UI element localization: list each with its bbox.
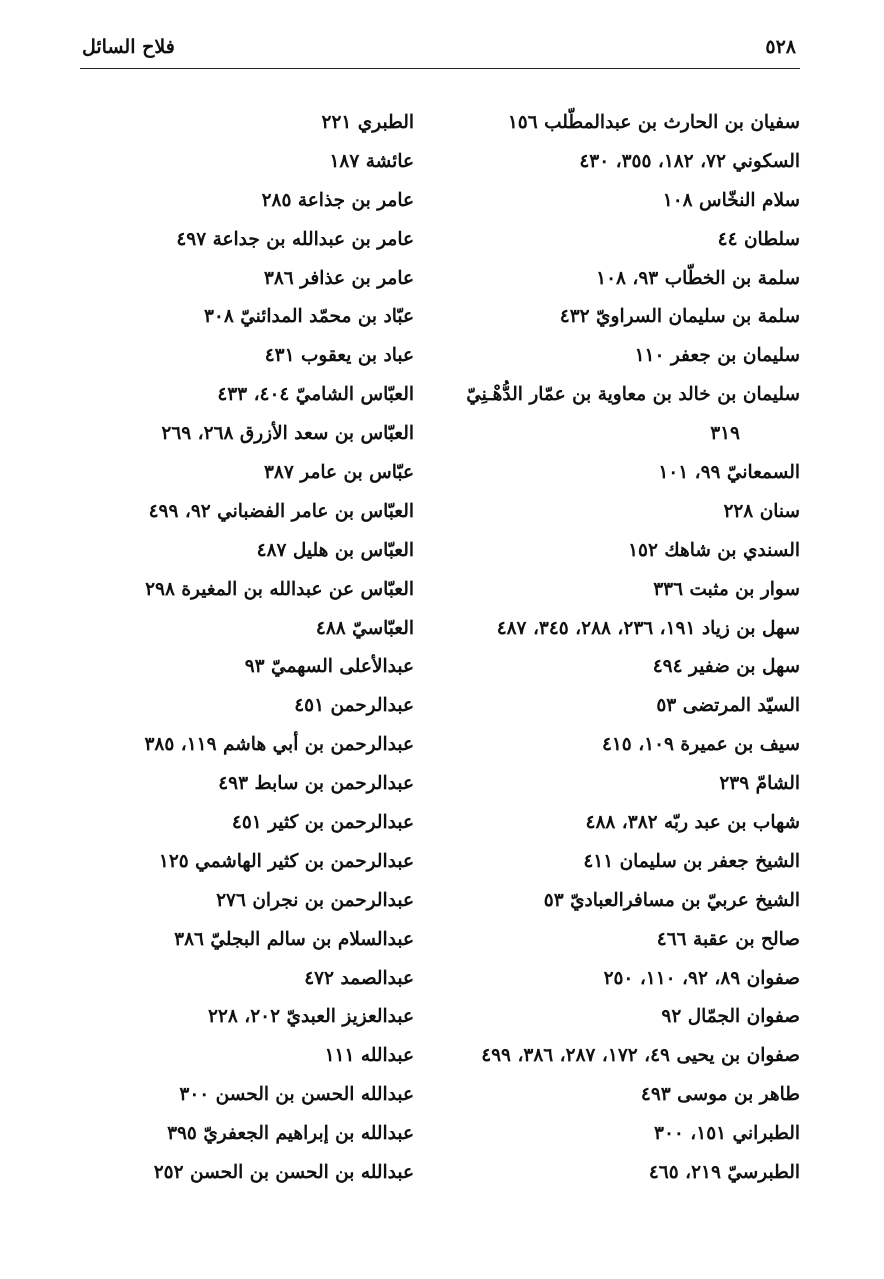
index-entry: طاهر بن موسى ٤٩٣ bbox=[640, 1084, 800, 1106]
index-entry: عبدالرحمن بن نجران ٢٧٦ bbox=[216, 889, 414, 911]
page-number: ٥٢٨ bbox=[765, 36, 796, 58]
index-entry: صفوان بن يحيى ٤٩، ١٧٢، ٢٨٧، ٣٨٦، ٤٩٩ bbox=[481, 1045, 800, 1067]
index-entry: عباد بن يعقوب ٤٣١ bbox=[264, 345, 414, 367]
index-entry: سهل بن ضفير ٤٩٤ bbox=[652, 656, 800, 678]
index-entry: عبدالله الحسن بن الحسن ٣٠٠ bbox=[179, 1084, 414, 1106]
index-entry: عبدالأعلى السهميّ ٩٣ bbox=[244, 656, 414, 678]
index-entry: عبدالصمد ٤٧٢ bbox=[304, 967, 414, 989]
index-entry: عامر بن جذاعة ٢٨٥ bbox=[261, 189, 414, 211]
index-entry: عامر بن عذافر ٣٨٦ bbox=[263, 267, 414, 289]
index-entry: عبدالسلام بن سالم البجليّ ٣٨٦ bbox=[174, 928, 414, 950]
index-entry: الشيخ جعفر بن سليمان ٤١١ bbox=[583, 850, 800, 872]
index-entry: صالح بن عقبة ٤٦٦ bbox=[656, 928, 800, 950]
index-entry: عامر بن عبدالله بن جداعة ٤٩٧ bbox=[176, 228, 414, 250]
index-entry: عبدالرحمن ٤٥١ bbox=[294, 695, 414, 717]
index-entry: سلطان ٤٤ bbox=[717, 228, 800, 250]
index-entry: السكوني ٧٢، ١٨٢، ٣٥٥، ٤٣٠ bbox=[579, 150, 800, 172]
running-header bbox=[80, 34, 800, 69]
index-entry: عبدالله بن إبراهيم الجعفريّ ٣٩٥ bbox=[167, 1123, 414, 1145]
index-entry-continuation: ٣١٩ bbox=[710, 423, 740, 445]
index-entry: السندي بن شاهك ١٥٢ bbox=[628, 539, 800, 561]
index-entry: السيّد المرتضى ٥٣ bbox=[656, 695, 800, 717]
index-column-left bbox=[84, 106, 414, 1195]
index-column-right bbox=[460, 106, 800, 1195]
index-entry: شهاب بن عبد ربّه ٣٨٢، ٤٨٨ bbox=[585, 812, 800, 834]
index-entry: سهل بن زياد ١٩١، ٢٣٦، ٢٨٨، ٣٤٥، ٤٨٧ bbox=[496, 617, 800, 639]
index-entry: صفوان الجمّال ٩٢ bbox=[661, 1006, 800, 1028]
index-entry: عبدالرحمن بن كثير ٤٥١ bbox=[231, 812, 414, 834]
index-entry: عبدالرحمن بن سابط ٤٩٣ bbox=[218, 773, 414, 795]
index-entry: الطبري ٢٢١ bbox=[321, 112, 414, 133]
index-entry: عبدالرحمن بن كثير الهاشمي ١٢٥ bbox=[158, 850, 414, 872]
index-entry: العبّاس بن هليل ٤٨٧ bbox=[256, 539, 414, 561]
index-entry: العبّاسيّ ٤٨٨ bbox=[315, 617, 414, 639]
index-entry: العبّاس بن سعد الأزرق ٢٦٨، ٢٦٩ bbox=[161, 423, 414, 445]
index-entry: سليمان بن خالد بن معاوية بن عمّار الدُّهْـنِيّ bbox=[466, 384, 800, 406]
index-entry: عائشة ١٨٧ bbox=[329, 150, 414, 172]
index-entry: سوار بن مثبت ٣٣٦ bbox=[653, 578, 800, 600]
index-entry: عبدالله ١١١ bbox=[324, 1045, 414, 1067]
index-entry: الطبرسيّ ٢١٩، ٤٦٥ bbox=[648, 1162, 800, 1184]
index-entry: الشيخ عربيّ بن مسافرالعباديّ ٥٣ bbox=[543, 889, 800, 911]
index-entry: سنان ٢٢٨ bbox=[723, 500, 800, 522]
index-entry: عبدالله بن الحسن بن الحسن ٢٥٢ bbox=[153, 1162, 414, 1184]
index-entry: السمعانيّ ٩٩، ١٠١ bbox=[658, 462, 800, 484]
index-entry: سلام النخّاس ١٠٨ bbox=[662, 189, 800, 211]
index-entry: عبّاد بن محمّد المدائنيّ ٣٠٨ bbox=[203, 306, 414, 328]
index-entry: العبّاس الشاميّ ٤٠٤، ٤٣٣ bbox=[217, 384, 414, 406]
index-entry: صفوان ٨٩، ٩٢، ١١٠، ٢٥٠ bbox=[603, 967, 800, 989]
index-entry: سيف بن عميرة ١٠٩، ٤١٥ bbox=[601, 734, 800, 756]
index-entry: سلمة بن سليمان السراويّ ٤٣٢ bbox=[559, 306, 800, 328]
index-entry: عبدالرحمن بن أبي هاشم ١١٩، ٣٨٥ bbox=[144, 734, 414, 756]
book-title: فلاح السائل bbox=[82, 36, 175, 58]
index-entry: الشامّ ٢٣٩ bbox=[719, 773, 800, 795]
index-entry: العبّاس بن عامر الفضباني ٩٢، ٤٩٩ bbox=[148, 500, 414, 522]
index-entry: سفيان بن الحارث بن عبدالمطّلب ١٥٦ bbox=[507, 112, 800, 133]
index-entry: عبّاس بن عامر ٣٨٧ bbox=[264, 462, 414, 484]
index-entry: سليمان بن جعفر ١١٠ bbox=[634, 345, 800, 367]
index-entry: سلمة بن الخطّاب ٩٣، ١٠٨ bbox=[596, 267, 800, 289]
index-entry: الطبراني ١٥١، ٣٠٠ bbox=[654, 1123, 800, 1145]
index-entry: عبدالعزيز العبديّ ٢٠٢، ٢٢٨ bbox=[207, 1006, 414, 1028]
index-entry: العبّاس عن عبدالله بن المغيرة ٢٩٨ bbox=[145, 578, 414, 600]
